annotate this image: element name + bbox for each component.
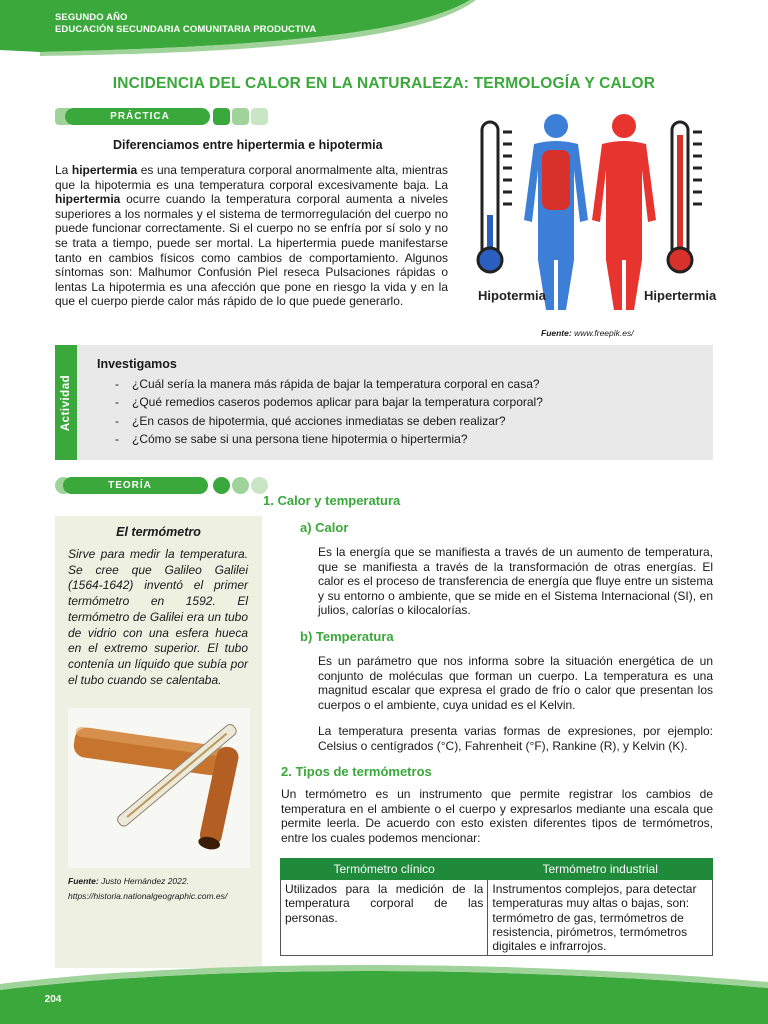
hipertermia-label: Hipertermia <box>644 288 717 303</box>
table-cell: Instrumentos complejos, para detectar temperaturas muy altas o bajas, son: termómetro de gas, termómetros de resistencia, pirómetros, termómetros digitales e infrarrojos. <box>488 880 713 956</box>
footer-banner <box>0 960 768 1024</box>
header-grade: SEGUNDO AÑO <box>55 12 128 23</box>
practica-tag <box>55 108 215 125</box>
practica-label: PRÁCTICA <box>110 111 170 122</box>
table-header: Termómetro industrial <box>488 859 713 880</box>
tipos-paragraph: Un termómetro es un instrumento que permite registrar los cambios de temperatura en el ambiente o el cuerpo y expresarlos mediante una escala que permite leerla. De acuerdo con esto existen diferentes tipos de termómetros, entre los cuales podemos mencionar: <box>281 787 713 845</box>
temperatura-scales-paragraph: La temperatura presenta varias formas de expresiones, por ejemplo: Celsius o centígrados (°C), Fahrenheit (°F), Rankine (R), y Kelvin (K). <box>318 724 713 753</box>
figure-source: Fuente: www.freepik.es/ <box>541 328 634 338</box>
list-item: - ¿En casos de hipotermia, qué acciones inmediatas se deben realizar? <box>115 412 543 430</box>
hipotermia-hipertermia-figure <box>470 110 720 325</box>
page-title: INCIDENCIA DEL CALOR EN LA NATURALEZA: TERMOLOGÍA Y CALOR <box>112 75 656 92</box>
tag-square <box>251 108 268 125</box>
section-1-title: 1. Calor y temperatura <box>263 493 401 508</box>
tag-square <box>232 108 249 125</box>
hot-body-icon <box>592 114 656 310</box>
practica-paragraph: La hipertermia es una temperatura corporal anormalmente alta, mientras que la hipotermia es una temperatura corporal excesivamente baja. La hipertermia ocurre cuando la temperatura corporal aumenta a niveles superiores a los normales y el sistema de termorregulación del cuerpo no puede funcionar correctamente. Si el cuerpo no se enfría por sí solo y no se trata a tiempo, puede ser mortal. La hipertermia puede manifestarse tanto en cambios físicos como cambios de comportamiento. Algunos síntomas son: Malhumor Confusión Piel reseca Pulsaciones rápidas o lentas La hipotermia es una afección que pone en riesgo la vida y en la que el cuerpo pierde calor más rápido de lo que puede generarlo. <box>55 163 448 309</box>
sidebar-source: Fuente: Justo Hernández 2022. https://historia.nationalgeographic.com.es/ <box>68 876 228 901</box>
header-program: EDUCACIÓN SECUNDARIA COMUNITARIA PRODUCTIVA <box>55 24 317 35</box>
table-cell: Utilizados para la medición de la temperatura corporal de las personas. <box>281 880 488 956</box>
list-item: - ¿Cuál sería la manera más rápida de bajar la temperatura corporal en casa? <box>115 375 543 393</box>
list-item: - ¿Cómo se sabe si una persona tiene hipotermia o hipertermia? <box>115 430 543 448</box>
temperatura-paragraph: Es un parámetro que nos informa sobre la situación energética de un conjunto de moléculas que forman un cuerpo. La temperatura es una magnitud escalar que expresa el grado de frío o calor que presentan los cuerpos o el ambiente, cuya unidad es el Kelvin. <box>318 654 713 712</box>
section-2-title: 2. Tipos de termómetros <box>281 764 432 779</box>
activity-title: Investigamos <box>97 357 177 371</box>
teoria-label: TEORÍA <box>108 480 152 491</box>
hipotermia-label: Hipotermia <box>478 288 546 303</box>
activity-questions <box>115 375 543 448</box>
thermometer-types-table <box>280 858 713 956</box>
sidebar-title: El termómetro <box>116 525 201 539</box>
sidebar-text: Sirve para medir la temperatura. Se cree que Galileo Galilei (1564-1642) inventó el primer termómetro en 1592. El termómetro de Galilei era un tubo de vidrio con una esfera hueca en el extremo superior. El tubo contenía un líquido que subía por el tubo cuando se calentaba. <box>68 547 248 687</box>
page-number: 204 <box>40 986 66 1012</box>
teoria-tag <box>55 477 215 494</box>
tag-dot <box>213 477 230 494</box>
hot-thermometer-icon <box>668 122 702 272</box>
tag-dot <box>251 477 268 494</box>
table-header: Termómetro clínico <box>281 859 488 880</box>
tag-square <box>213 108 230 125</box>
section-a-title: a) Calor <box>300 520 349 535</box>
practica-subtitle: Diferenciamos entre hipertermia e hipotermia <box>113 138 383 152</box>
activity-tab: Actividad <box>55 345 77 460</box>
list-item: - ¿Qué remedios caseros podemos aplicar para bajar la temperatura corporal? <box>115 393 543 411</box>
calor-paragraph: Es la energía que se manifiesta a través de un aumento de temperatura, que se manifiesta a través de la transformación de otras energías. El calor es el proceso de transferencia de energía que fluye entre un sistema y su entorno o ambiente, que se mide en el Sistema Internacional (SI), en julios, calorías o kilocalorías. <box>318 545 713 618</box>
cold-body-icon <box>524 114 588 310</box>
table-row <box>281 880 713 956</box>
tag-dot <box>232 477 249 494</box>
section-b-title: b) Temperatura <box>300 629 394 644</box>
cold-thermometer-icon <box>478 122 512 272</box>
galileo-thermometer-image <box>68 708 250 868</box>
